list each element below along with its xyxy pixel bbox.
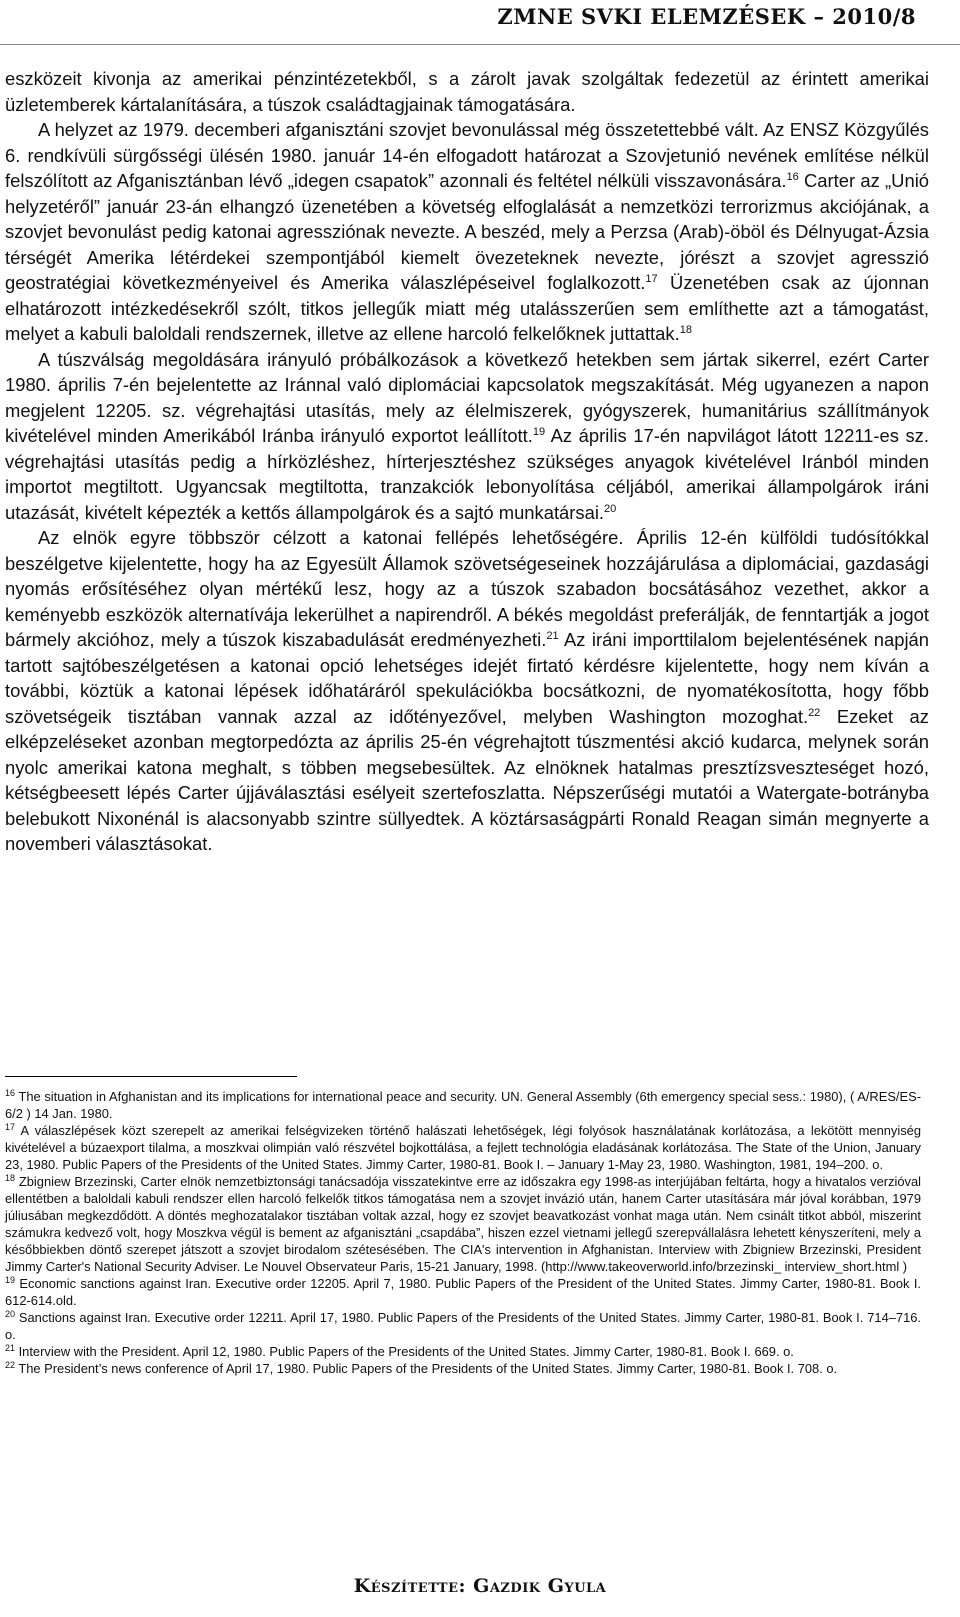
footnote-18 bbox=[5, 1173, 921, 1275]
footnote-text: The President’s news conference of April 17, 1980. Public Papers of the Presidents of the United States. Jimmy Carter, 1980-81. Book I. 708. o. bbox=[15, 1361, 838, 1376]
paragraph-1 bbox=[5, 66, 929, 117]
paragraph-text: A helyzet az 1979. decemberi afganisztáni szovjet bevonulással még összetettebbé vált. Az ENSZ Közgyűlés 6. rendkívüli sürgősségi ülésén 1980. január 14-én elfogadott határozat a Szovjetunió nevének említése nélkül felszólított az Afganisztánban lévő „idegen csapatok” azonnali és feltétel nélküli visszavonására. bbox=[5, 119, 929, 191]
footnote-text: Sanctions against Iran. Executive order 12211. April 17, 1980. Public Papers of the Presidents of the United States. Jimmy Carter, 1980-81. Book I. 714–716. o. bbox=[5, 1310, 921, 1342]
header-rule bbox=[0, 44, 960, 45]
footnote-text: Interview with the President. April 12, 1980. Public Papers of the Presidents of the United States. Jimmy Carter, 1980-81. Book I. 669. o. bbox=[15, 1344, 794, 1359]
footnote-ref[interactable]: 16 bbox=[786, 171, 799, 183]
paragraph-text: Carter az „Unió helyzetéről” január 23-án elhangzó üzenetében a követség elfoglalását a nemzetközi terrorizmus akciójának, a szovjet bevonulást pedig katonai agressziónak nevezte. A beszéd, mely a Perzsa (Arab)-öböl és Délnyugat-Ázsia térségét Amerika létérdekei szempontjából kiemelt övezeteknek nevezte, jórészt a szovjet agresszió geostratégiai következményeivel és Amerika válaszlépéseivel foglalkozott. bbox=[5, 170, 930, 293]
body-text bbox=[5, 66, 929, 857]
footnote-number: 19 bbox=[5, 1275, 16, 1285]
footnote-text: Zbigniew Brzezinski, Carter elnök nemzetbiztonsági tanácsadója visszatekintve erre az időszakra egy 1998-as interjújában feltárta, hogy a hivatalos verzióval ellentétben a baloldali kabuli rendszer ellen harcoló felkelők titkos támogatása nem a szovjet invázió után, hanem Carter utasítására már jóval korábban, 1979 júliusában megkezdődött. A döntés meghozatalakor tisztában voltak azzal, hogy ez szovjet beavatkozást vonhat maga után. Nem csinált titkot abból, miszerint számukra kedvező volt, hogy Moszkva végül is bement az afganisztáni „csapdába”, hiszen ezzel vietnami jellegű szerepvállalásra lehetett kényszeríteni, mely a későbbiekben döntő szerepet játszott a szovjet birodalom szétesésében. The CIA's intervention in Afghanistan. Interview with Zbigniew Brzezinski, President Jimmy Carter's National Security Adviser. Le Nouvel Observateur Paris, 15-21 January, 1998. (http://www.takeoverworld.info/brzezinski_ interview_short.html ) bbox=[5, 1174, 921, 1274]
footnotes bbox=[5, 1088, 921, 1377]
footnote-number: 17 bbox=[5, 1122, 16, 1132]
footnote-text: Economic sanctions against Iran. Executive order 12205. April 7, 1980. Public Papers of the President of the United States. Jimmy Carter, 1980-81. Book I. 612-614.old. bbox=[5, 1276, 921, 1308]
paragraph-text: Az elnök egyre többször célzott a katonai fellépés lehetőségére. Április 12-én külföldi tudósítókkal beszélgetve kijelentette, hogy ha az Egyesült Államok szövetségeseinek hozzájárulása a diplomáciai, gazdasági nyomás erősítéséhez olyan mértékű lesz, hogy az a túszok szabadon bocsátásához vezethet, akkor a keményebb eszközök alternatívája lekerülhet a napirendről. A békés megoldást preferálják, de fenntartják a jogot bármely akcióhoz, mely a túszok kiszabadulását eredményezheti. bbox=[5, 527, 929, 650]
footnote-text: The situation in Afghanistan and its implications for international peace and security. UN. General Assembly (6th emergency special sess.: 1980), ( A/RES/ES-6/2 ) 14 Jan. 1980. bbox=[5, 1089, 921, 1121]
paragraph-3 bbox=[5, 347, 929, 526]
footnote-ref[interactable]: 21 bbox=[546, 630, 559, 642]
footnote-ref[interactable]: 17 bbox=[645, 273, 658, 285]
footnote-17 bbox=[5, 1122, 921, 1173]
paragraph-text: Ezeket az elképzeléseket azonban megtorpedózta az április 25-én végrehajtott túszmentési akció kudarca, melynek során nyolc amerikai katona meghalt, s többen megsebesültek. Az elnöknek hatalmas presztízsveszteséget hozó, kétségbeesett lépés Carter újjáválasztási esélyeit szertefoszlatta. Népszerűségi mutatói a Watergate-botrányba belebukott Nixonénál is alacsonyabb szintre süllyedtek. A köztársaságpárti Ronald Reagan simán megnyerte a novemberi választásokat. bbox=[5, 705, 929, 854]
running-header: ZMNE SVKI ELEMZÉSEK – 2010/8 bbox=[497, 4, 916, 29]
footnote-22 bbox=[5, 1360, 921, 1377]
paragraph-text: eszközeit kivonja az amerikai pénzintézetekből, s a zárolt javak szolgáltak fedezetül az érintett amerikai üzletemberek kártalanítására, a túszok családtagjainak támogatására. bbox=[5, 68, 929, 115]
paragraph-2 bbox=[5, 117, 929, 347]
paragraph-text: A túszválság megoldására irányuló próbálkozások a következő hetekben sem jártak sikerrel, ezért Carter 1980. április 7-én bejelentette az Iránnal való diplomáciai kapcsolatok megszakítását. Még ugyanezen a napon megjelent 12205. sz. végrehajtási utasítás, mely az élelmiszerek, gyógyszerek, humanitárius szállítmányok kivételével minden Amerikából Iránba irányuló exportot leállított. bbox=[5, 348, 929, 446]
footnote-number: 22 bbox=[5, 1360, 16, 1370]
footnote-20 bbox=[5, 1309, 921, 1343]
paragraph-text: Üzenetében csak az újonnan elhatározott intézkedésekről szólt, titkos jellegűk miatt még utalásszerűen sem említhette azt a támogatást, melyet a kabuli baloldali rendszernek, illetve az ellene harcoló felkelőknek juttattak. bbox=[5, 272, 930, 344]
footnote-ref[interactable]: 19 bbox=[532, 426, 546, 438]
footnote-text: A válaszlépések közt szerepelt az amerikai felségvizeken történő halászati lehetőségek, légi folyósok használatának korlátozása, a lekötött mennyiség kivételével a búzaexport tilalma, a moszkvai olimpián való részvétel bojkottálása, a fejlett technológia eladásának korlátozása. The State of the Union, January 23, 1980. Public Papers of the Presidents of the United States. Jimmy Carter, 1980-81. Book I. – January 1-May 23, 1980. Washington, 1981, 194–200. o. bbox=[5, 1123, 921, 1172]
footnote-number: 20 bbox=[5, 1309, 16, 1319]
footnote-separator bbox=[5, 1076, 297, 1077]
footnote-number: 21 bbox=[5, 1343, 16, 1353]
footnote-ref[interactable]: 22 bbox=[808, 706, 821, 719]
footnote-ref[interactable]: 18 bbox=[679, 324, 692, 336]
footnote-ref[interactable]: 20 bbox=[604, 502, 617, 515]
footnote-19 bbox=[5, 1275, 921, 1309]
paragraph-text: Az április 17-én napvilágot látott 12211-es sz. végrehajtási utasítás pedig a hírközléshez, hírterjesztéshez szükséges anyagok kivételével Iránból minden importot megtiltott. Ugyancsak megtiltotta, tranzakciók lebonyolítása céljából, amerikai állampolgárok iráni utazását, kivételt képezték a kettős állampolgárok és a sajtó munkatársai. bbox=[5, 425, 929, 523]
footnote-number: 16 bbox=[5, 1088, 16, 1098]
footnote-21 bbox=[5, 1343, 921, 1360]
running-footer: Készítette: Gazdik Gyula bbox=[353, 1575, 607, 1597]
footnote-16 bbox=[5, 1088, 921, 1122]
footnote-number: 18 bbox=[5, 1173, 16, 1183]
paragraph-text: Az iráni importtilalom bejelentésének napján tartott sajtóbeszélgetésen a katonai opció lehetséges idejét firtató kérdésre kijelentette, hogy nem kíván a további, köztük a katonai lépések időhatáráról spekulációkba bocsátkozni, de nyomatékosította, hogy főbb szövetségeik tisztában vannak azzal az időtényezővel, melyben Washington mozoghat. bbox=[5, 629, 930, 727]
paragraph-4 bbox=[5, 525, 929, 857]
